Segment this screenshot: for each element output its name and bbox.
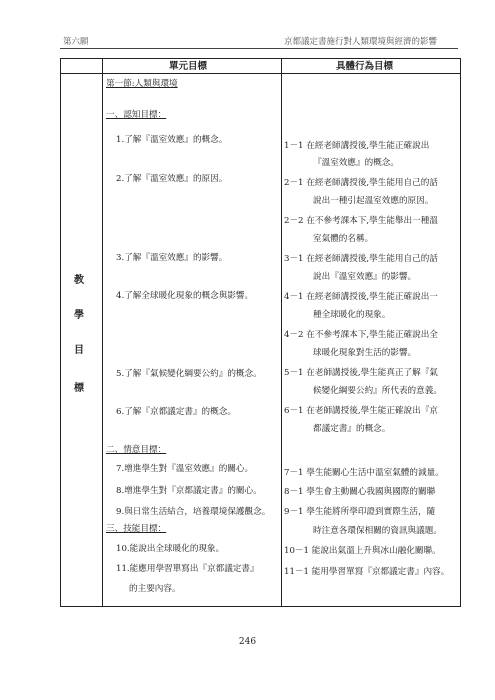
behavior-line: 3－1 在經老師講授後,學生能用自己的話 xyxy=(284,254,438,264)
behavior-line: 4－1 在經老師講授後,學生能正確說出一 xyxy=(284,292,438,302)
table-divider-middle xyxy=(281,59,282,606)
chapter-label: 第六願 xyxy=(63,37,89,47)
table-header-rule xyxy=(61,73,460,74)
cognitive-heading: 一、認知目標： xyxy=(106,110,167,120)
behavior-line: 種全球暖化的現象。 xyxy=(313,310,391,320)
behavior-line: 2－1 在經老師講授後,學生能用自己的話 xyxy=(284,178,438,188)
behavior-line: 10－1 能說出氣溫上升與冰山融化關聯。 xyxy=(284,546,441,556)
side-label-char-1: 教 xyxy=(74,275,84,286)
side-label-char-3: 目 xyxy=(74,345,84,356)
behavior-line: 1－1 在經老師講授後,學生能正確說出 xyxy=(284,141,430,151)
unit-objective-1: 1.了解『溫室效應』的概念。 xyxy=(116,135,228,145)
behavior-line: 7－1 學生能關心生活中溫室氣體的減量。 xyxy=(284,468,444,478)
unit-objective-10: 10.能說出全球暖化的現象。 xyxy=(116,544,225,554)
table-divider-side xyxy=(102,59,103,606)
behavior-line: 11－1 能用學習單寫『京都議定書』內容。 xyxy=(284,567,450,577)
unit-objective-11-cont: 的主要內容。 xyxy=(129,584,181,594)
running-title: 京都議定書施行對人類環境與經濟的影響 xyxy=(283,37,437,47)
behavior-line: 4－2 在不參考課本下,學生能正確說出全 xyxy=(284,330,438,340)
unit-objective-4: 4.了解全球暖化現象的概念與影響。 xyxy=(116,291,254,301)
unit-objective-6: 6.了解『京都議定書』的概念。 xyxy=(116,407,236,417)
behavior-line: 『溫室效應』的概念。 xyxy=(313,158,399,168)
behavior-line: 候變化綱要公約』所代表的意義。 xyxy=(313,386,442,396)
behavior-line: 時注意各環保相關的資訊與議題。 xyxy=(313,526,442,536)
column-header-unit: 單元目標 xyxy=(169,61,208,72)
behavior-line: 球暖化現象對生活的影響。 xyxy=(313,348,417,358)
page-number: 246 xyxy=(238,637,257,647)
unit-objective-3: 3.了解『溫室效應』的影響。 xyxy=(116,253,228,263)
objectives-table xyxy=(60,58,461,607)
behavior-line: 9－1 學生能將所學印證到實際生活，隨 xyxy=(284,507,436,517)
behavior-line: 2－2 在不參考課本下,學生能舉出一種溫 xyxy=(284,216,438,226)
side-label-char-2: 學 xyxy=(74,310,84,321)
affective-heading: 二、情意目標： xyxy=(106,445,167,455)
behavior-line: 8－1 學生會主動關心我國與國際的關聯 xyxy=(284,487,436,497)
skill-heading: 三、技能目標： xyxy=(106,524,167,534)
section-title: 第一節:人類與環境 xyxy=(106,79,178,89)
unit-objective-11: 11.能應用學習單寫出『京都議定書』 xyxy=(116,564,259,574)
unit-objective-9: 9.與日常生活結合，培養環境保護觀念。 xyxy=(116,507,271,517)
behavior-line: 說出『溫室效應』的影響。 xyxy=(313,272,417,282)
side-label-char-4: 標 xyxy=(74,383,84,394)
unit-objective-7: 7.增進學生對『溫室效應』的關心。 xyxy=(116,464,254,474)
behavior-line: 室氣體的名稱。 xyxy=(313,234,374,244)
behavior-line: 6－1 在老師講授後,學生能正確說出『京 xyxy=(284,406,438,416)
behavior-line: 5－1 在老師講授後,學生能真正了解『氣 xyxy=(284,368,438,378)
header-rule xyxy=(60,48,458,49)
unit-objective-8: 8.增進學生對『京都議定書』的關心。 xyxy=(116,486,262,496)
behavior-line: 都議定書』的概念。 xyxy=(313,424,391,434)
unit-objective-5: 5.了解『氣候變化綱要公約』的概念。 xyxy=(116,369,262,379)
unit-objective-2: 2.了解『溫室效應』的原因。 xyxy=(116,174,228,184)
behavior-line: 說出一種引起溫室效應的原因。 xyxy=(313,196,434,206)
column-header-behavior: 具體行為目標 xyxy=(336,61,394,72)
